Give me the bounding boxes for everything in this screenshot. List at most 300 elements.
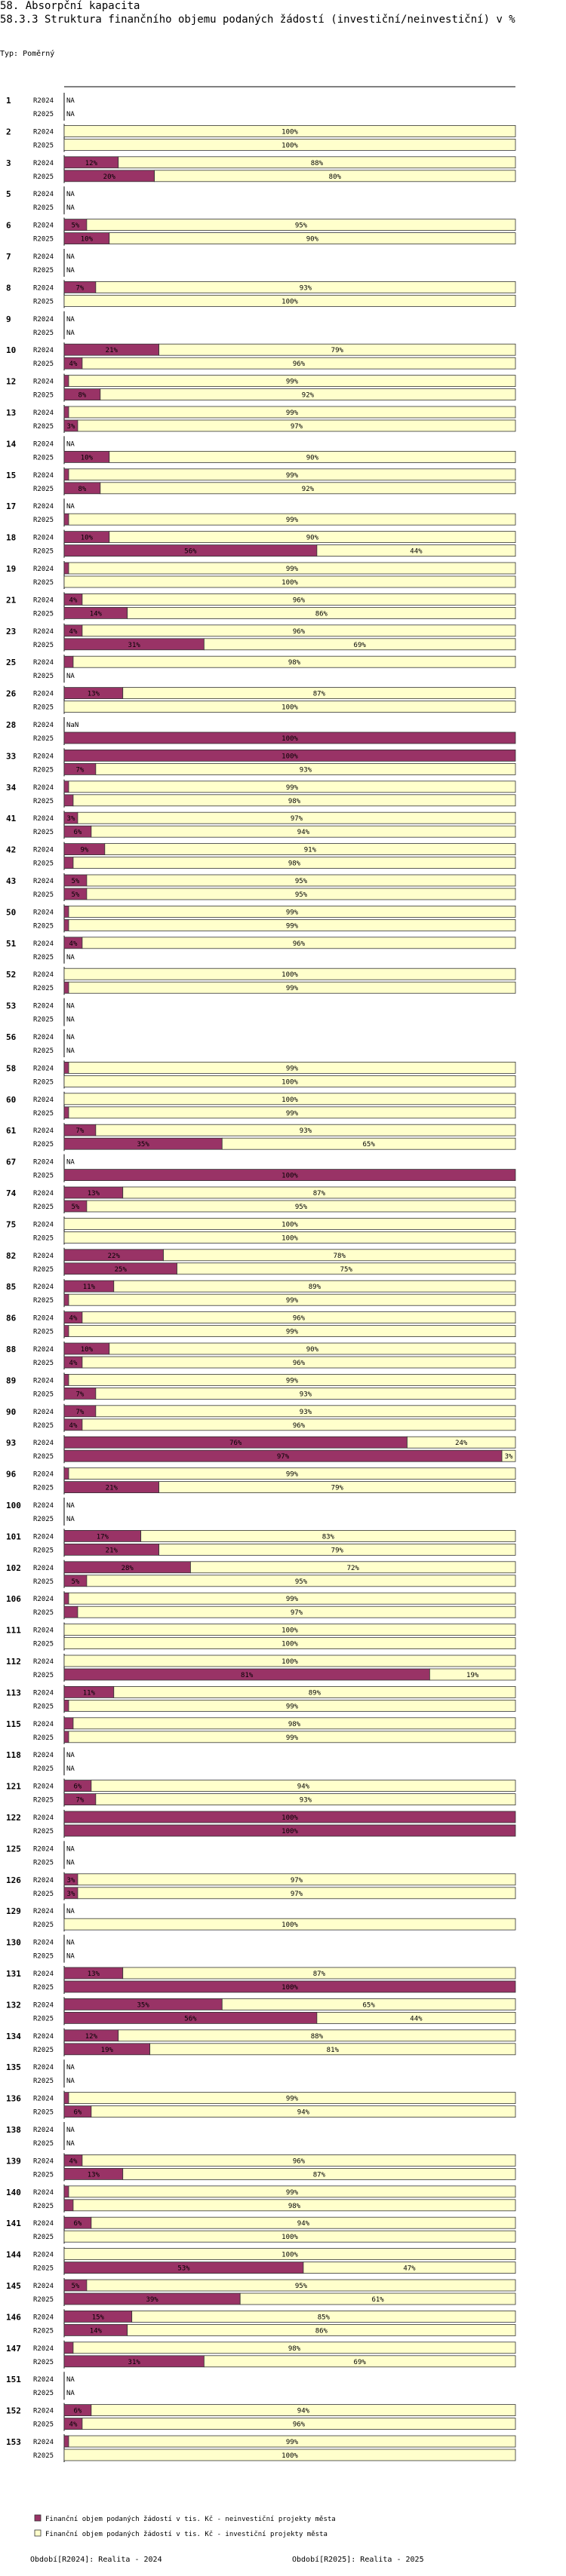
row-label: R2025 (33, 922, 54, 931)
row-label: R2025 (33, 673, 54, 681)
row-label: R2025 (33, 1204, 54, 1211)
row-label: R2024 (33, 97, 54, 105)
data-label-neinvest: 7% (75, 1796, 85, 1805)
row-label: R2025 (33, 1297, 54, 1305)
group-label: 102 (6, 1562, 21, 1573)
group-label: 50 (6, 907, 17, 918)
data-label-neinvest: 6% (73, 2108, 82, 2117)
data-label-invest: 79% (331, 1484, 343, 1492)
group-label: 34 (6, 782, 17, 793)
data-label-neinvest: 7% (75, 284, 85, 293)
row-label: R2025 (33, 1328, 54, 1336)
data-label-invest: 83% (321, 1533, 334, 1541)
bar-neinvest (64, 982, 69, 993)
data-label-invest: 88% (310, 159, 324, 167)
group-label: 7 (6, 252, 11, 262)
group-label: 42 (6, 845, 17, 855)
group-label: 140 (6, 2187, 21, 2197)
data-label-invest: 99% (285, 1109, 299, 1118)
data-label-neinvest: 14% (89, 2327, 102, 2335)
data-label-invest: 100% (281, 1627, 298, 1635)
data-label-invest: 99% (285, 2188, 299, 2197)
data-label-invest: 90% (306, 534, 319, 542)
row-label: R2024 (33, 2127, 54, 2134)
data-label-invest: 65% (362, 1141, 375, 1149)
row-label: R2024 (33, 1252, 54, 1260)
row-label: R2025 (33, 1453, 54, 1461)
data-label-invest: 95% (294, 1204, 308, 1211)
row-label: R2024 (33, 1034, 54, 1041)
row-label: R2025 (33, 1109, 54, 1118)
group-label: 28 (6, 720, 17, 730)
data-label-neinvest: 28% (121, 1564, 134, 1572)
data-label-neinvest: 10% (80, 235, 94, 244)
row-label: R2024 (33, 971, 54, 980)
row-label: R2025 (33, 1484, 54, 1492)
na-label: NA (66, 440, 75, 449)
row-label: R2024 (33, 659, 54, 667)
group-label: 18 (6, 532, 17, 543)
group-label: 17 (6, 501, 17, 512)
bar-neinvest (64, 514, 69, 525)
bar-neinvest (64, 1374, 69, 1385)
row-label: R2025 (33, 1391, 54, 1399)
data-label-neinvest: 100% (281, 1984, 298, 1992)
row-label: R2024 (33, 159, 54, 167)
data-label-invest: 79% (331, 347, 343, 355)
data-label-invest: 100% (281, 2251, 298, 2259)
group-label: 9 (6, 314, 11, 324)
bar-neinvest (64, 376, 69, 387)
data-label-invest: 97% (290, 1876, 303, 1884)
row-label: R2025 (33, 2108, 54, 2117)
data-label-invest: 98% (288, 2202, 301, 2210)
row-label: R2025 (33, 111, 54, 118)
row-label: R2024 (33, 2032, 54, 2041)
group-label: 21 (6, 595, 17, 606)
group-label: 25 (6, 658, 17, 668)
row-label: R2024 (33, 1314, 54, 1323)
bar-neinvest (64, 1606, 78, 1618)
bar-neinvest (64, 906, 69, 917)
data-label-invest: 99% (285, 1596, 299, 1604)
group-label: 138 (6, 2125, 21, 2135)
row-label: R2025 (33, 610, 54, 618)
group-label: 139 (6, 2156, 21, 2167)
data-label-invest: 96% (292, 1314, 306, 1323)
data-label-invest: 80% (328, 173, 341, 181)
data-label-neinvest: 10% (80, 534, 94, 542)
data-label-invest: 75% (340, 1265, 352, 1274)
row-label: R2025 (33, 1234, 54, 1243)
row-label: R2025 (33, 2140, 54, 2148)
row-label: R2025 (33, 1265, 54, 1274)
row-label: R2025 (33, 1765, 54, 1774)
data-label-invest: 96% (292, 1360, 306, 1367)
row-label: R2024 (33, 191, 54, 199)
group-label: 19 (6, 564, 17, 574)
data-label-neinvest: 5% (71, 891, 80, 899)
data-label-invest: 98% (288, 797, 301, 805)
row-label: R2024 (33, 378, 54, 386)
row-label: R2024 (33, 909, 54, 917)
data-label-invest: 44% (410, 2015, 423, 2023)
row-label: R2024 (33, 1002, 54, 1010)
group-label: 86 (6, 1313, 17, 1323)
group-label: 89 (6, 1375, 17, 1386)
data-label-invest: 100% (281, 1078, 298, 1087)
row-label: R2024 (33, 1470, 54, 1479)
na-label: NA (66, 1752, 75, 1760)
data-label-invest: 90% (306, 1346, 319, 1354)
row-label: R2025 (33, 329, 54, 337)
group-label: 136 (6, 2093, 21, 2104)
data-label-neinvest: 4% (69, 627, 78, 636)
na-label: NA (66, 1047, 75, 1055)
bar-neinvest (64, 1718, 73, 1729)
data-label-invest: 96% (292, 360, 306, 369)
na-label: NA (66, 329, 75, 337)
na-label: NA (66, 1939, 75, 1947)
bar-neinvest (64, 1593, 69, 1604)
group-label: 58 (6, 1063, 17, 1074)
row-label: R2024 (33, 1440, 54, 1448)
data-label-invest: 93% (299, 766, 312, 774)
data-label-invest: 95% (294, 891, 308, 899)
row-label: R2024 (33, 503, 54, 511)
row-label: R2024 (33, 2188, 54, 2197)
data-label-invest: 96% (292, 2421, 306, 2429)
data-label-invest: 99% (285, 517, 299, 525)
row-label: R2025 (33, 2202, 54, 2210)
row-label: R2025 (33, 2296, 54, 2304)
group-label: 153 (6, 2437, 21, 2447)
data-label-neinvest: 11% (82, 1689, 96, 1697)
data-label-invest: 93% (299, 1127, 312, 1136)
group-label: 23 (6, 626, 17, 636)
na-label: NA (66, 1016, 75, 1024)
row-label: R2025 (33, 1921, 54, 1930)
data-label-invest: 79% (331, 1547, 343, 1555)
data-label-neinvest: 3% (66, 815, 75, 823)
bar-neinvest (64, 469, 69, 480)
row-label: R2025 (33, 1047, 54, 1055)
data-label-invest: 3% (504, 1453, 513, 1461)
row-label: R2024 (33, 1564, 54, 1572)
bar-neinvest (64, 919, 69, 931)
group-label: 43 (6, 876, 17, 886)
row-label: R2024 (33, 2439, 54, 2446)
data-label-neinvest: 21% (105, 1547, 118, 1555)
bar-neinvest (64, 1731, 69, 1743)
group-label: 26 (6, 688, 17, 699)
row-label: R2025 (33, 860, 54, 868)
data-label-neinvest: 17% (96, 1533, 109, 1541)
na-label: NaN (66, 722, 79, 729)
data-label-neinvest: 100% (281, 753, 298, 761)
data-label-neinvest: 56% (184, 2015, 197, 2023)
row-label: R2025 (33, 2265, 54, 2273)
data-label-neinvest: 100% (281, 1814, 298, 1822)
data-label-invest: 93% (299, 1408, 312, 1416)
na-label: NA (66, 315, 75, 324)
row-label: R2024 (33, 1720, 54, 1728)
data-label-invest: 96% (292, 2157, 306, 2166)
row-label: R2025 (33, 1952, 54, 1961)
data-label-invest: 96% (292, 1421, 306, 1430)
legend-label-neinvest: Finanční objem podaných žádostí v tis. Kč - neinvestiční projekty města (45, 2516, 336, 2523)
group-label: 2 (6, 127, 11, 137)
group-label: 121 (6, 1781, 21, 1792)
row-label: R2024 (33, 253, 54, 261)
row-label: R2025 (33, 641, 54, 649)
data-label-neinvest: 35% (137, 1141, 149, 1149)
group-label: 90 (6, 1406, 17, 1417)
bar-neinvest (64, 656, 73, 667)
data-label-invest: 87% (312, 1970, 326, 1978)
group-label: 51 (6, 938, 17, 949)
data-label-neinvest: 31% (128, 2358, 140, 2366)
legend-swatch-neinvest (35, 2515, 41, 2521)
group-label: 131 (6, 1969, 21, 1979)
data-label-invest: 44% (410, 547, 423, 556)
row-label: R2025 (33, 797, 54, 805)
row-label: R2025 (33, 2234, 54, 2242)
bar-neinvest (64, 1700, 69, 1711)
group-label: 33 (6, 751, 17, 762)
data-label-invest: 100% (281, 142, 298, 150)
row-label: R2025 (33, 2452, 54, 2460)
row-label: R2024 (33, 1283, 54, 1292)
row-label: R2024 (33, 2001, 54, 2010)
na-label: NA (66, 204, 75, 213)
data-label-neinvest: 76% (229, 1440, 242, 1448)
row-label: R2025 (33, 1828, 54, 1835)
row-label: R2024 (33, 1065, 54, 1073)
group-label: 56 (6, 1032, 17, 1042)
data-label-invest: 69% (353, 2358, 366, 2366)
group-label: 106 (6, 1594, 21, 1605)
data-label-invest: 100% (281, 1221, 298, 1229)
group-label: 126 (6, 1875, 21, 1885)
row-label: R2025 (33, 1516, 54, 1523)
data-label-neinvest: 6% (73, 829, 82, 837)
row-label: R2024 (33, 2157, 54, 2166)
data-label-invest: 99% (285, 922, 299, 931)
group-label: 93 (6, 1438, 17, 1449)
data-label-invest: 95% (294, 2283, 308, 2290)
row-label: R2024 (33, 1658, 54, 1666)
row-label: R2025 (33, 1141, 54, 1149)
data-label-invest: 89% (308, 1283, 321, 1292)
row-label: R2025 (33, 2327, 54, 2335)
group-label: 112 (6, 1657, 21, 1667)
data-label-invest: 94% (297, 2220, 310, 2228)
row-label: R2024 (33, 784, 54, 792)
footer-period-2024: Období[R2024]: Realita - 2024 (30, 2556, 162, 2564)
na-label: NA (66, 253, 75, 261)
data-label-invest: 86% (315, 2327, 328, 2335)
row-label: R2024 (33, 815, 54, 823)
data-label-invest: 99% (285, 1297, 299, 1305)
data-label-invest: 94% (297, 1783, 310, 1791)
row-label: R2025 (33, 953, 54, 961)
row-label: R2024 (33, 409, 54, 417)
row-label: R2025 (33, 2390, 54, 2398)
data-label-neinvest: 12% (85, 2032, 98, 2041)
na-label: NA (66, 1859, 75, 1867)
data-label-invest: 97% (290, 815, 303, 823)
group-label: 60 (6, 1094, 17, 1105)
row-label: R2024 (33, 347, 54, 355)
row-label: R2024 (33, 722, 54, 729)
data-label-invest: 98% (288, 659, 301, 667)
na-label: NA (66, 1908, 75, 1916)
group-label: 125 (6, 1844, 21, 1854)
data-label-invest: 87% (312, 690, 326, 698)
chart-type-label: Typ: Poměrný (0, 50, 55, 58)
data-label-invest: 96% (292, 627, 306, 636)
data-label-neinvest: 5% (71, 222, 80, 230)
row-label: R2025 (33, 735, 54, 743)
na-label: NA (66, 267, 75, 274)
group-label: 75 (6, 1219, 17, 1230)
row-label: R2024 (33, 1939, 54, 1947)
data-label-invest: 78% (333, 1252, 346, 1260)
group-label: 14 (6, 439, 17, 449)
data-label-neinvest: 7% (75, 766, 85, 774)
group-label: 130 (6, 1937, 21, 1948)
data-label-invest: 99% (285, 566, 299, 573)
row-label: R2024 (33, 878, 54, 885)
row-label: R2025 (33, 360, 54, 369)
data-label-invest: 99% (285, 2439, 299, 2446)
data-label-neinvest: 4% (69, 2421, 78, 2429)
data-label-invest: 89% (308, 1689, 321, 1697)
row-label: R2025 (33, 1796, 54, 1805)
row-label: R2024 (33, 2344, 54, 2353)
row-label: R2024 (33, 2376, 54, 2384)
row-label: R2025 (33, 298, 54, 306)
row-label: R2024 (33, 1377, 54, 1385)
na-label: NA (66, 1765, 75, 1774)
data-label-invest: 100% (281, 128, 298, 136)
data-label-invest: 98% (288, 860, 301, 868)
row-label: R2025 (33, 1672, 54, 1679)
data-label-invest: 93% (299, 1796, 312, 1805)
group-label: 113 (6, 1688, 21, 1698)
data-label-invest: 100% (281, 298, 298, 306)
page-title: 58. Absorpční kapacita (0, 0, 140, 12)
bar-neinvest (64, 2342, 73, 2354)
group-label: 100 (6, 1501, 21, 1510)
data-label-neinvest: 4% (69, 1421, 78, 1430)
group-label: 146 (6, 2312, 21, 2323)
na-label: NA (66, 2376, 75, 2384)
data-label-invest: 99% (285, 378, 299, 386)
group-label: 53 (6, 1001, 17, 1011)
group-label: 67 (6, 1157, 17, 1167)
data-label-invest: 87% (312, 1190, 326, 1198)
row-label: R2024 (33, 2314, 54, 2322)
na-label: NA (66, 953, 75, 961)
data-label-neinvest: 7% (75, 1391, 85, 1399)
data-label-neinvest: 6% (73, 2407, 82, 2415)
row-label: R2024 (33, 315, 54, 324)
row-label: R2024 (33, 1596, 54, 1604)
row-label: R2024 (33, 471, 54, 480)
row-label: R2025 (33, 2421, 54, 2429)
na-label: NA (66, 111, 75, 118)
row-label: R2024 (33, 1502, 54, 1510)
row-label: R2024 (33, 1158, 54, 1167)
na-label: NA (66, 2127, 75, 2134)
data-label-neinvest: 97% (276, 1453, 290, 1461)
data-label-neinvest: 21% (105, 1484, 118, 1492)
bar-neinvest (64, 2436, 69, 2447)
group-label: 82 (6, 1250, 17, 1261)
data-label-invest: 98% (288, 2344, 301, 2353)
data-label-neinvest: 12% (85, 159, 98, 167)
row-label: R2025 (33, 2171, 54, 2179)
row-label: R2025 (33, 423, 54, 431)
data-label-invest: 90% (306, 454, 319, 462)
row-label: R2024 (33, 1689, 54, 1697)
data-label-neinvest: 31% (128, 641, 140, 649)
data-label-neinvest: 22% (107, 1252, 120, 1260)
na-label: NA (66, 1845, 75, 1854)
na-label: NA (66, 2140, 75, 2148)
row-label: R2025 (33, 1016, 54, 1024)
row-label: R2024 (33, 1970, 54, 1978)
row-label: R2024 (33, 284, 54, 293)
data-label-invest: 97% (290, 423, 303, 431)
data-label-neinvest: 15% (91, 2314, 104, 2322)
row-label: R2024 (33, 596, 54, 605)
data-label-invest: 91% (303, 846, 317, 854)
data-label-neinvest: 7% (75, 1408, 85, 1416)
data-label-invest: 61% (371, 2296, 384, 2304)
row-label: R2025 (33, 517, 54, 525)
data-label-invest: 97% (290, 1890, 303, 1898)
row-label: R2025 (33, 1984, 54, 1992)
data-label-neinvest: 5% (71, 1204, 80, 1211)
data-label-invest: 24% (455, 1440, 468, 1448)
data-label-neinvest: 4% (69, 360, 78, 369)
row-label: R2024 (33, 440, 54, 449)
group-label: 52 (6, 970, 17, 980)
row-label: R2025 (33, 985, 54, 993)
row-label: R2025 (33, 579, 54, 587)
data-label-invest: 95% (294, 878, 308, 885)
data-label-invest: 99% (285, 784, 299, 792)
data-label-invest: 87% (312, 2171, 326, 2179)
data-label-invest: 100% (281, 1096, 298, 1104)
data-label-neinvest: 7% (75, 1127, 85, 1136)
data-label-invest: 81% (326, 2046, 339, 2054)
row-label: R2024 (33, 1346, 54, 1354)
data-label-neinvest: 4% (69, 1360, 78, 1367)
data-label-neinvest: 8% (78, 391, 87, 400)
data-label-neinvest: 100% (281, 1828, 298, 1835)
row-label: R2025 (33, 891, 54, 899)
data-label-invest: 86% (315, 610, 328, 618)
row-label: R2025 (33, 235, 54, 244)
data-label-neinvest: 5% (71, 878, 80, 885)
na-label: NA (66, 1034, 75, 1041)
na-label: NA (66, 1952, 75, 1961)
data-label-invest: 99% (285, 1377, 299, 1385)
